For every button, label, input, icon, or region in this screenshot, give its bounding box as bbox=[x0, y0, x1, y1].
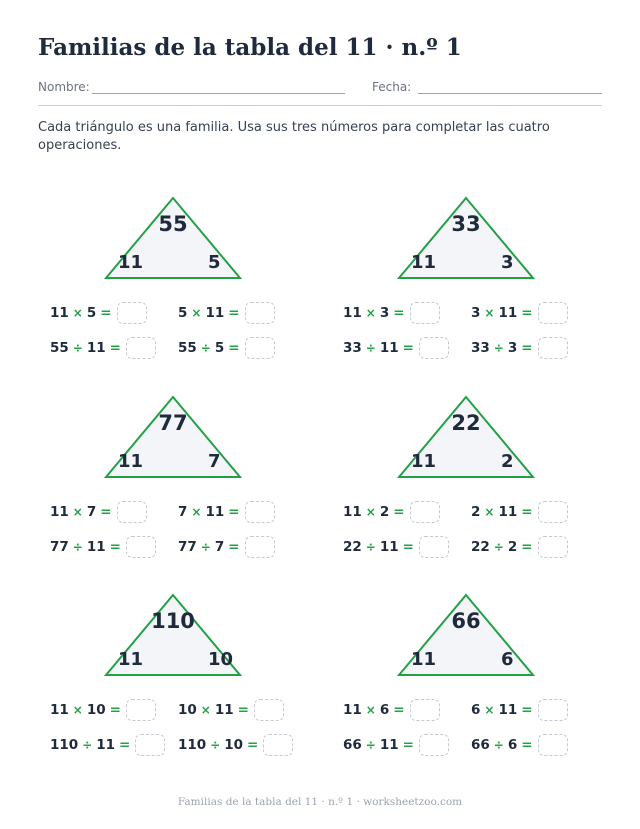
fact-family-2 bbox=[331, 196, 631, 366]
divide-sign: ÷ bbox=[210, 738, 221, 752]
times-sign: × bbox=[191, 306, 202, 320]
equals-sign: = bbox=[247, 737, 259, 753]
operand-a: 33 bbox=[471, 340, 490, 356]
equation-4 bbox=[471, 337, 568, 359]
operand-b: 11 bbox=[214, 702, 234, 718]
times-sign: × bbox=[365, 306, 376, 320]
operand-a: 11 bbox=[50, 702, 69, 718]
operand-a: 55 bbox=[178, 340, 197, 356]
equation-4 bbox=[178, 734, 293, 756]
fact-family-3 bbox=[38, 395, 338, 565]
operand-a: 33 bbox=[343, 340, 362, 356]
operand-b: 11 bbox=[205, 504, 225, 520]
equation-3 bbox=[343, 734, 449, 756]
triangle-factor-right: 5 bbox=[208, 252, 221, 273]
equation-2 bbox=[178, 699, 284, 721]
operand-a: 55 bbox=[50, 340, 69, 356]
times-sign: × bbox=[365, 703, 376, 717]
divide-sign: ÷ bbox=[365, 540, 376, 554]
operand-a: 3 bbox=[471, 305, 481, 321]
operand-b: 11 bbox=[379, 340, 399, 356]
operand-a: 11 bbox=[343, 305, 362, 321]
operand-a: 5 bbox=[178, 305, 188, 321]
equals-sign: = bbox=[109, 702, 121, 718]
equals-sign: = bbox=[228, 305, 240, 321]
equation-1 bbox=[50, 699, 156, 721]
operand-a: 77 bbox=[50, 539, 69, 555]
operand-a: 2 bbox=[471, 504, 481, 520]
equation-2 bbox=[178, 302, 275, 324]
equals-sign: = bbox=[119, 737, 131, 753]
operand-a: 10 bbox=[178, 702, 197, 718]
equation-3 bbox=[343, 337, 449, 359]
operand-b: 11 bbox=[379, 539, 399, 555]
answer-box[interactable] bbox=[126, 337, 156, 359]
divide-sign: ÷ bbox=[82, 738, 93, 752]
operand-b: 11 bbox=[205, 305, 225, 321]
equation-2 bbox=[471, 501, 568, 523]
equals-sign: = bbox=[521, 737, 533, 753]
fact-family-6 bbox=[331, 593, 631, 763]
operand-b: 7 bbox=[214, 539, 225, 555]
equals-sign: = bbox=[100, 305, 112, 321]
answer-box[interactable] bbox=[245, 302, 275, 324]
times-sign: × bbox=[484, 505, 495, 519]
triangle-product: 33 bbox=[451, 212, 481, 236]
equation-4 bbox=[178, 536, 275, 558]
triangle-factor-right: 10 bbox=[208, 649, 234, 670]
times-sign: × bbox=[365, 505, 376, 519]
answer-box[interactable] bbox=[419, 536, 449, 558]
equation-1 bbox=[343, 699, 440, 721]
triangle-factor-left: 11 bbox=[118, 451, 144, 472]
date-field[interactable] bbox=[418, 93, 602, 94]
triangle-factor-right: 6 bbox=[501, 649, 514, 670]
triangle-product: 77 bbox=[158, 411, 188, 435]
operand-b: 11 bbox=[498, 504, 518, 520]
equals-sign: = bbox=[521, 504, 533, 520]
operand-a: 7 bbox=[178, 504, 188, 520]
answer-box[interactable] bbox=[538, 536, 568, 558]
equals-sign: = bbox=[228, 340, 240, 356]
operand-a: 110 bbox=[50, 737, 79, 753]
fact-family-5 bbox=[38, 593, 338, 763]
operand-a: 77 bbox=[178, 539, 197, 555]
operand-b: 11 bbox=[86, 340, 106, 356]
answer-box[interactable] bbox=[254, 699, 284, 721]
equation-2 bbox=[471, 302, 568, 324]
times-sign: × bbox=[200, 703, 211, 717]
divide-sign: ÷ bbox=[200, 341, 211, 355]
equals-sign: = bbox=[109, 340, 121, 356]
times-sign: × bbox=[72, 505, 83, 519]
equation-3 bbox=[343, 536, 449, 558]
header-divider bbox=[38, 105, 602, 106]
equals-sign: = bbox=[393, 702, 405, 718]
answer-box[interactable] bbox=[245, 501, 275, 523]
fact-family-4 bbox=[331, 395, 631, 565]
triangle-factor-left: 11 bbox=[411, 451, 437, 472]
divide-sign: ÷ bbox=[72, 540, 83, 554]
operand-a: 22 bbox=[343, 539, 362, 555]
answer-box[interactable] bbox=[410, 302, 440, 324]
times-sign: × bbox=[72, 703, 83, 717]
equation-1 bbox=[343, 501, 440, 523]
answer-box[interactable] bbox=[117, 302, 147, 324]
equals-sign: = bbox=[237, 702, 249, 718]
equation-1 bbox=[343, 302, 440, 324]
equals-sign: = bbox=[393, 305, 405, 321]
equals-sign: = bbox=[100, 504, 112, 520]
name-label: Nombre: bbox=[38, 80, 90, 94]
times-sign: × bbox=[72, 306, 83, 320]
operand-b: 11 bbox=[498, 305, 518, 321]
divide-sign: ÷ bbox=[493, 738, 504, 752]
operand-b: 3 bbox=[379, 305, 390, 321]
triangle-factor-right: 3 bbox=[501, 252, 514, 273]
equals-sign: = bbox=[228, 504, 240, 520]
divide-sign: ÷ bbox=[365, 341, 376, 355]
times-sign: × bbox=[191, 505, 202, 519]
triangle-factor-right: 2 bbox=[501, 451, 514, 472]
equation-2 bbox=[471, 699, 568, 721]
answer-box[interactable] bbox=[245, 337, 275, 359]
triangle-product: 66 bbox=[451, 609, 481, 633]
answer-box[interactable] bbox=[410, 699, 440, 721]
equation-4 bbox=[471, 734, 568, 756]
equation-2 bbox=[178, 501, 275, 523]
triangle-factor-left: 11 bbox=[118, 252, 144, 273]
triangle-factor-right: 7 bbox=[208, 451, 221, 472]
equals-sign: = bbox=[521, 539, 533, 555]
worksheet-title: Familias de la tabla del 11 · n.º 1 bbox=[38, 34, 462, 61]
operand-b: 11 bbox=[96, 737, 116, 753]
answer-box[interactable] bbox=[538, 337, 568, 359]
operand-a: 11 bbox=[343, 702, 362, 718]
equals-sign: = bbox=[521, 702, 533, 718]
equals-sign: = bbox=[402, 539, 414, 555]
operand-b: 5 bbox=[214, 340, 225, 356]
operand-b: 11 bbox=[379, 737, 399, 753]
equals-sign: = bbox=[402, 340, 414, 356]
answer-box[interactable] bbox=[126, 536, 156, 558]
equals-sign: = bbox=[109, 539, 121, 555]
footer-text: Familias de la tabla del 11 · n.º 1 · worksheetzoo.com bbox=[177, 796, 463, 808]
operand-a: 11 bbox=[50, 504, 69, 520]
triangle-product: 22 bbox=[451, 411, 481, 435]
operand-b: 3 bbox=[507, 340, 518, 356]
date-label: Fecha: bbox=[372, 80, 412, 94]
operand-a: 110 bbox=[178, 737, 207, 753]
divide-sign: ÷ bbox=[365, 738, 376, 752]
equation-4 bbox=[471, 536, 568, 558]
equals-sign: = bbox=[521, 340, 533, 356]
answer-box[interactable] bbox=[117, 501, 147, 523]
operand-b: 2 bbox=[507, 539, 518, 555]
answer-box[interactable] bbox=[263, 734, 293, 756]
instructions-text: Cada triángulo es una familia. Usa sus tres números para completar las cuatro operaciones. bbox=[38, 120, 550, 153]
operand-b: 10 bbox=[224, 737, 244, 753]
operand-b: 6 bbox=[507, 737, 518, 753]
divide-sign: ÷ bbox=[72, 341, 83, 355]
answer-box[interactable] bbox=[538, 734, 568, 756]
operand-b: 7 bbox=[86, 504, 97, 520]
answer-box[interactable] bbox=[538, 699, 568, 721]
triangle-factor-left: 11 bbox=[411, 252, 437, 273]
answer-box[interactable] bbox=[419, 337, 449, 359]
operand-a: 22 bbox=[471, 539, 490, 555]
operand-b: 6 bbox=[379, 702, 390, 718]
operand-a: 11 bbox=[50, 305, 69, 321]
equals-sign: = bbox=[402, 737, 414, 753]
triangle-product: 110 bbox=[151, 609, 195, 633]
times-sign: × bbox=[484, 703, 495, 717]
operand-a: 66 bbox=[343, 737, 362, 753]
equals-sign: = bbox=[228, 539, 240, 555]
equation-1 bbox=[50, 302, 147, 324]
times-sign: × bbox=[484, 306, 495, 320]
answer-box[interactable] bbox=[410, 501, 440, 523]
triangle-factor-left: 11 bbox=[118, 649, 144, 670]
equation-4 bbox=[178, 337, 275, 359]
operand-a: 6 bbox=[471, 702, 481, 718]
answer-box[interactable] bbox=[538, 302, 568, 324]
equation-3 bbox=[50, 536, 156, 558]
equals-sign: = bbox=[521, 305, 533, 321]
equation-1 bbox=[50, 501, 147, 523]
answer-box[interactable] bbox=[126, 699, 156, 721]
operand-b: 11 bbox=[86, 539, 106, 555]
equals-sign: = bbox=[393, 504, 405, 520]
operand-a: 66 bbox=[471, 737, 490, 753]
name-field[interactable] bbox=[92, 93, 345, 94]
operand-a: 11 bbox=[343, 504, 362, 520]
answer-box[interactable] bbox=[245, 536, 275, 558]
operand-b: 5 bbox=[86, 305, 97, 321]
answer-box[interactable] bbox=[538, 501, 568, 523]
operand-b: 10 bbox=[86, 702, 106, 718]
triangle-factor-left: 11 bbox=[411, 649, 437, 670]
equation-3 bbox=[50, 734, 165, 756]
operand-b: 11 bbox=[498, 702, 518, 718]
equation-3 bbox=[50, 337, 156, 359]
answer-box[interactable] bbox=[135, 734, 165, 756]
operand-b: 2 bbox=[379, 504, 390, 520]
answer-box[interactable] bbox=[419, 734, 449, 756]
fact-family-1 bbox=[38, 196, 338, 366]
divide-sign: ÷ bbox=[493, 540, 504, 554]
divide-sign: ÷ bbox=[200, 540, 211, 554]
divide-sign: ÷ bbox=[493, 341, 504, 355]
triangle-product: 55 bbox=[158, 212, 188, 236]
